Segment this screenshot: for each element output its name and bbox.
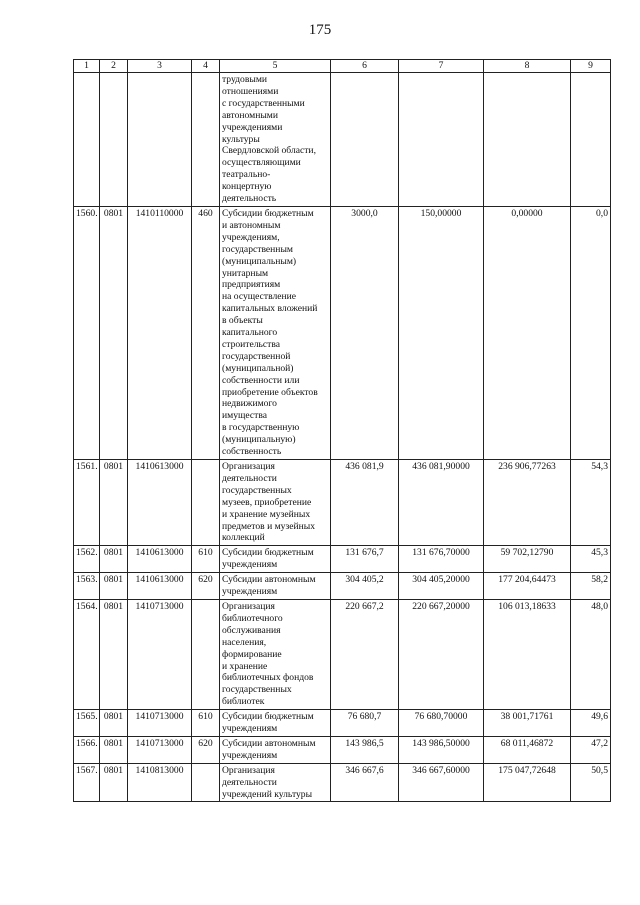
percent-cell: 50,5	[571, 763, 611, 802]
adjusted-amount-cell: 131 676,70000	[399, 546, 484, 573]
table-row	[74, 73, 611, 207]
column-header: 4	[192, 60, 220, 73]
executed-amount-cell	[484, 73, 571, 207]
target-code-cell: 1410613000	[128, 546, 192, 573]
expense-type-cell	[192, 460, 220, 546]
expense-type-cell: 620	[192, 736, 220, 763]
table-body	[74, 60, 611, 802]
item-name-cell: Субсидии автономным учреждениям	[220, 573, 331, 600]
row-number-cell: 1563.	[74, 573, 100, 600]
page-number: 175	[308, 22, 332, 38]
planned-amount-cell: 346 667,6	[331, 763, 399, 802]
percent-cell: 58,2	[571, 573, 611, 600]
adjusted-amount-cell: 76 680,70000	[399, 710, 484, 737]
item-name-cell: Организация деятельности государственных музеев, приобретение и хранение музейных предметов и музейных коллекций	[220, 460, 331, 546]
table-row	[74, 206, 611, 459]
percent-cell: 45,3	[571, 546, 611, 573]
table-row	[74, 546, 611, 573]
adjusted-amount-cell: 346 667,60000	[399, 763, 484, 802]
target-code-cell: 1410713000	[128, 736, 192, 763]
planned-amount-cell: 220 667,2	[331, 599, 399, 709]
adjusted-amount-cell: 304 405,20000	[399, 573, 484, 600]
table-row	[74, 460, 611, 546]
expense-type-cell	[192, 73, 220, 207]
column-header: 9	[571, 60, 611, 73]
item-name-cell: Субсидии бюджетным учреждениям	[220, 546, 331, 573]
column-header: 3	[128, 60, 192, 73]
table-row	[74, 573, 611, 600]
target-code-cell: 1410713000	[128, 710, 192, 737]
executed-amount-cell: 175 047,72648	[484, 763, 571, 802]
planned-amount-cell: 76 680,7	[331, 710, 399, 737]
column-header: 8	[484, 60, 571, 73]
column-header: 5	[220, 60, 331, 73]
column-header: 6	[331, 60, 399, 73]
table-row	[74, 710, 611, 737]
adjusted-amount-cell	[399, 73, 484, 207]
adjusted-amount-cell: 220 667,20000	[399, 599, 484, 709]
executed-amount-cell: 38 001,71761	[484, 710, 571, 737]
expense-type-cell: 610	[192, 546, 220, 573]
percent-cell	[571, 73, 611, 207]
row-number-cell: 1560.	[74, 206, 100, 459]
percent-cell: 48,0	[571, 599, 611, 709]
section-code-cell: 0801	[100, 736, 128, 763]
section-code-cell: 0801	[100, 763, 128, 802]
item-name-cell: Организация деятельности учреждений культуры	[220, 763, 331, 802]
row-number-cell: 1566.	[74, 736, 100, 763]
budget-table	[73, 59, 611, 802]
column-header: 7	[399, 60, 484, 73]
table-row	[74, 763, 611, 802]
planned-amount-cell: 131 676,7	[331, 546, 399, 573]
section-code-cell: 0801	[100, 206, 128, 459]
row-number-cell: 1564.	[74, 599, 100, 709]
expense-type-cell: 610	[192, 710, 220, 737]
adjusted-amount-cell: 436 081,90000	[399, 460, 484, 546]
target-code-cell: 1410110000	[128, 206, 192, 459]
item-name-cell: Субсидии бюджетным и автономным учреждениям, государственным (муниципальным) унитарным предприятиям на осуществление капитальных вложений в объекты капитального строительства государственной (муниципальной) собственности или приобретение объектов недвижимого имущества в государственную (муниципальную) собственность	[220, 206, 331, 459]
section-code-cell: 0801	[100, 710, 128, 737]
section-code-cell	[100, 73, 128, 207]
target-code-cell: 1410613000	[128, 460, 192, 546]
expense-type-cell: 620	[192, 573, 220, 600]
row-number-cell	[74, 73, 100, 207]
column-header: 1	[74, 60, 100, 73]
item-name-cell: Субсидии автономным учреждениям	[220, 736, 331, 763]
planned-amount-cell: 304 405,2	[331, 573, 399, 600]
planned-amount-cell	[331, 73, 399, 207]
executed-amount-cell: 236 906,77263	[484, 460, 571, 546]
row-number-cell: 1567.	[74, 763, 100, 802]
table-row	[74, 599, 611, 709]
target-code-cell: 1410813000	[128, 763, 192, 802]
table-row	[74, 736, 611, 763]
percent-cell: 49,6	[571, 710, 611, 737]
planned-amount-cell: 3000,0	[331, 206, 399, 459]
expense-type-cell	[192, 763, 220, 802]
row-number-cell: 1562.	[74, 546, 100, 573]
item-name-cell: трудовыми отношениями с государственными автономными учреждениями культуры Свердловской области, осуществляющими театрально- концертную деятельность	[220, 73, 331, 207]
section-code-cell: 0801	[100, 573, 128, 600]
section-code-cell: 0801	[100, 599, 128, 709]
executed-amount-cell: 0,00000	[484, 206, 571, 459]
planned-amount-cell: 436 081,9	[331, 460, 399, 546]
target-code-cell: 1410713000	[128, 599, 192, 709]
row-number-cell: 1561.	[74, 460, 100, 546]
item-name-cell: Субсидии бюджетным учреждениям	[220, 710, 331, 737]
item-name-cell: Организация библиотечного обслуживания населения, формирование и хранение библиотечных фондов государственных библиотек	[220, 599, 331, 709]
column-header: 2	[100, 60, 128, 73]
adjusted-amount-cell: 150,00000	[399, 206, 484, 459]
target-code-cell	[128, 73, 192, 207]
row-number-cell: 1565.	[74, 710, 100, 737]
executed-amount-cell: 59 702,12790	[484, 546, 571, 573]
section-code-cell: 0801	[100, 460, 128, 546]
executed-amount-cell: 106 013,18633	[484, 599, 571, 709]
adjusted-amount-cell: 143 986,50000	[399, 736, 484, 763]
planned-amount-cell: 143 986,5	[331, 736, 399, 763]
executed-amount-cell: 177 204,64473	[484, 573, 571, 600]
section-code-cell: 0801	[100, 546, 128, 573]
percent-cell: 0,0	[571, 206, 611, 459]
expense-type-cell: 460	[192, 206, 220, 459]
header-row	[74, 60, 611, 73]
expense-type-cell	[192, 599, 220, 709]
percent-cell: 54,3	[571, 460, 611, 546]
percent-cell: 47,2	[571, 736, 611, 763]
executed-amount-cell: 68 011,46872	[484, 736, 571, 763]
target-code-cell: 1410613000	[128, 573, 192, 600]
